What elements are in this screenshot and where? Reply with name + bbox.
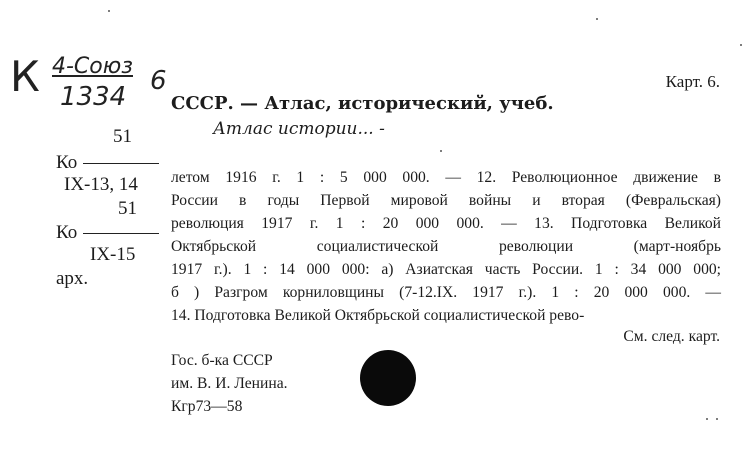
shelfmark-2-top: 51	[118, 198, 137, 219]
continued-note: См. след. карт.	[623, 328, 720, 345]
shelfmark-2-label: Ко	[56, 222, 78, 243]
description-line: революция 1917 г. 1 : 20 000 000. — 13. Подготовка Великой	[171, 215, 721, 232]
card-subheading: Атлас истории... -	[213, 119, 385, 139]
handwritten-suffix: 6	[150, 66, 167, 96]
shelfmark-1-top: 51	[113, 126, 132, 147]
shelfmark-2-archive: арх.	[56, 268, 89, 289]
card-number: Карт. 6.	[665, 72, 720, 91]
library-line: им. В. И. Ленина.	[171, 375, 288, 392]
speck	[440, 150, 442, 152]
library-stamp	[171, 349, 288, 418]
handwritten-series: 4-Союз	[52, 54, 133, 79]
shelfmark-1-bottom: IX-13, 14	[64, 174, 138, 195]
shelfmark-2-bottom: IX-15	[90, 244, 136, 265]
description-line: 1917 г.). 1 : 14 000 000: а) Азиатская часть России. 1 : 34 000 000;	[171, 261, 721, 278]
description-text	[171, 166, 721, 327]
shelfmark-1-label: Ко	[56, 152, 78, 173]
description-line: России в годы Первой мировой войны и вторая (Февральская)	[171, 192, 721, 209]
card-heading: СССР. — Атлас, исторический, учеб.	[171, 93, 554, 114]
shelfmark-2-rule	[83, 233, 159, 234]
shelfmark-1-rule	[83, 163, 159, 164]
description-line: б ) Разгром корниловщины (7-12.IX. 1917 г.). 1 : 20 000 000. —	[171, 284, 721, 301]
library-line: Гос. б-ка СССР	[171, 352, 273, 369]
speck	[108, 10, 110, 12]
punch-hole	[360, 350, 416, 406]
speck	[716, 418, 718, 420]
handwritten-k: К	[10, 52, 40, 101]
speck	[706, 418, 708, 420]
description-line: летом 1916 г. 1 : 5 000 000. — 12. Революционное движение в	[171, 169, 721, 186]
description-line: Октябрьской социалистической революции (март-ноябрь	[171, 238, 721, 255]
speck	[740, 44, 742, 46]
handwritten-number: 1334	[60, 82, 127, 112]
speck	[596, 18, 598, 20]
description-line: 14. Подготовка Великой Октябрьской социалистической рево-	[171, 307, 585, 324]
library-line: Кгр73—58	[171, 398, 243, 415]
